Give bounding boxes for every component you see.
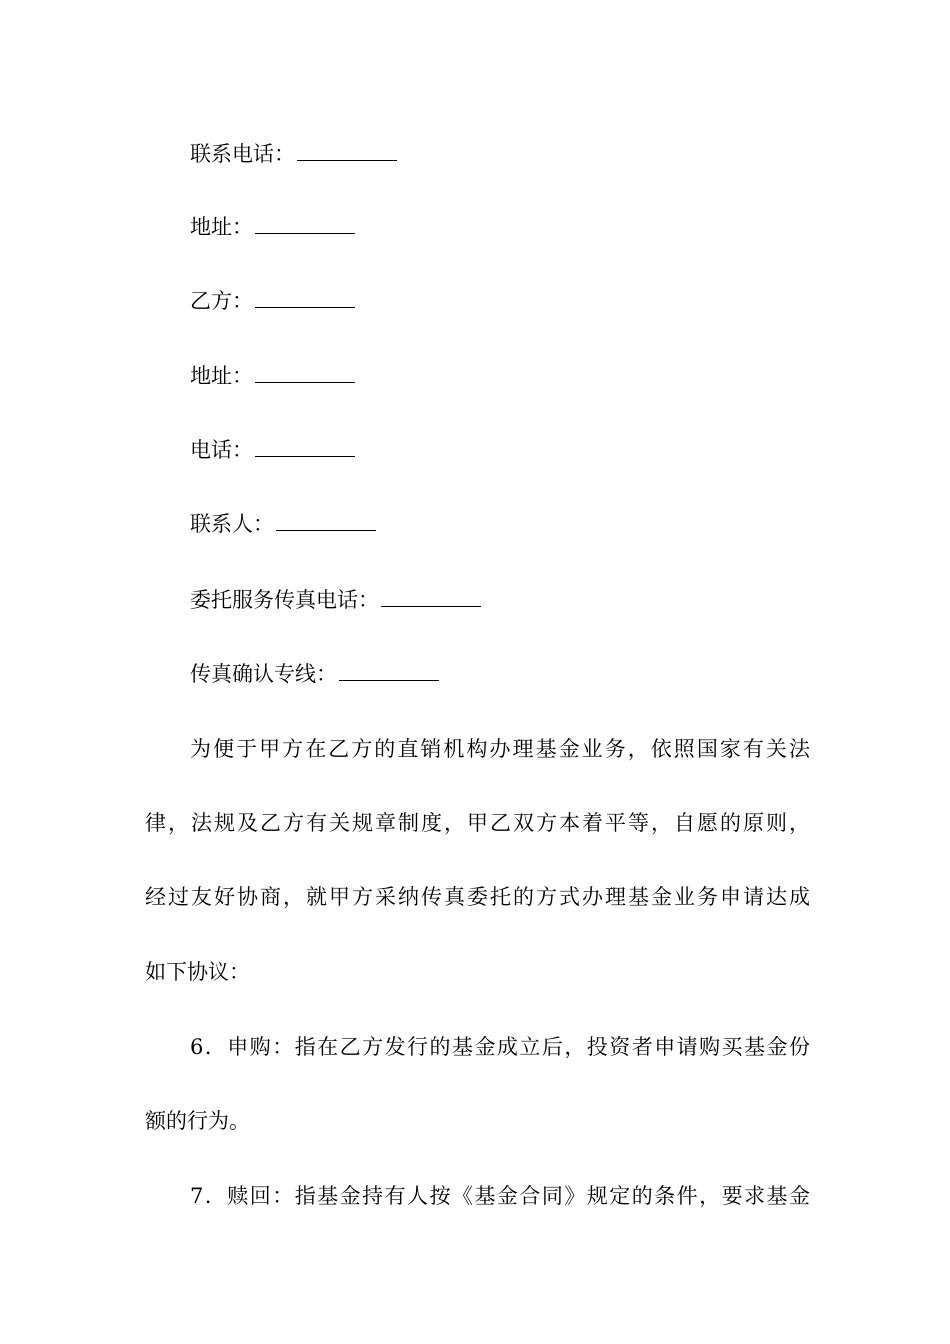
field-contact-person: [190, 509, 376, 539]
blank-line: [255, 213, 355, 234]
field-label: 传真确认专线：: [190, 662, 337, 686]
intro-paragraph-line: 为便于甲方在乙方的直销机构办理基金业务，依照国家有关法: [190, 737, 810, 761]
field-label: 电话：: [190, 438, 253, 462]
field-phone: [190, 435, 355, 465]
field-contact-phone: [190, 139, 397, 169]
blank-line: [255, 362, 355, 383]
blank-line: [255, 287, 355, 308]
intro-paragraph-line: 如下协议：: [145, 960, 250, 984]
field-label: 乙方：: [190, 289, 253, 313]
field-address-party-a: [190, 212, 355, 242]
field-label: 联系电话：: [190, 142, 295, 166]
clause-7-line: 7．赎回：指基金持有人按《基金合同》规定的条件，要求基金: [190, 1184, 810, 1208]
field-address-party-b: [190, 361, 355, 391]
field-label: 联系人：: [190, 512, 274, 536]
field-label: 地址：: [190, 215, 253, 239]
field-fax-service-phone: [190, 585, 481, 615]
field-label: 地址：: [190, 364, 253, 388]
blank-line: [339, 660, 439, 681]
field-label: 委托服务传真电话：: [190, 588, 379, 612]
intro-paragraph-line: 律，法规及乙方有关规章制度，甲乙双方本着平等，自愿的原则，: [145, 811, 810, 835]
blank-line: [381, 586, 481, 607]
clause-6-line: 6．申购：指在乙方发行的基金成立后，投资者申请购买基金份: [190, 1035, 810, 1059]
field-fax-confirm-line: [190, 659, 439, 689]
blank-line: [276, 510, 376, 531]
blank-line: [255, 436, 355, 457]
field-party-b: [190, 286, 355, 316]
blank-line: [297, 140, 397, 161]
clause-6-line: 额的行为。: [145, 1109, 250, 1133]
intro-paragraph-line: 经过友好协商，就甲方采纳传真委托的方式办理基金业务申请达成: [145, 885, 810, 909]
